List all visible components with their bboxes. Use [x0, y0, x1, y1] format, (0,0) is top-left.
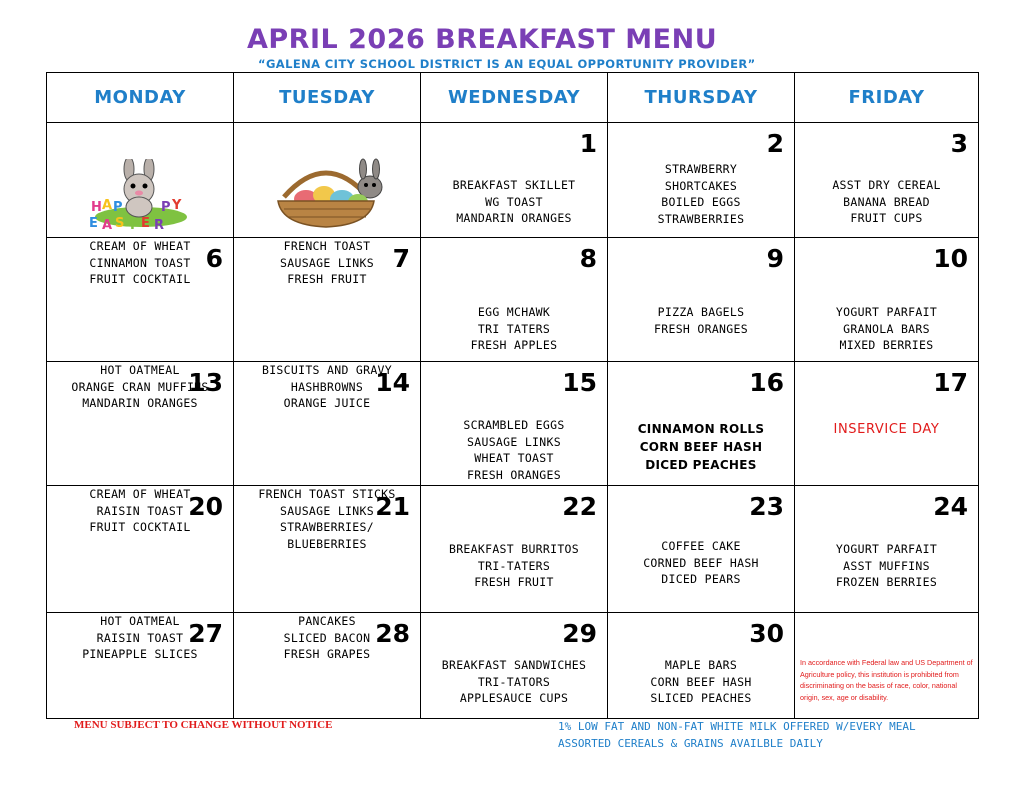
menu-item: YOGURT PARFAIT [835, 542, 938, 556]
menu-calendar [46, 72, 979, 719]
menu-item: CINNAMON ROLLS [637, 422, 765, 436]
menu-item: APPLESAUCE CUPS [459, 691, 569, 705]
menu-item: FRESH ORANGES [654, 321, 748, 336]
menu-items [421, 541, 607, 591]
day-number: 29 [562, 619, 597, 648]
menu-item: HOT OATMEAL [100, 363, 180, 377]
menu-item: CORNED BEEF HASH [643, 555, 759, 570]
svg-text:A: A [102, 198, 113, 213]
happy-easter-bunny-icon [77, 159, 197, 235]
svg-text:A: A [102, 218, 113, 233]
menu-items [795, 422, 978, 439]
day-cell-monday [47, 362, 234, 486]
week-row [47, 362, 979, 486]
menu-item: SLICED PEACHES [650, 691, 752, 705]
menu-item: ORANGE JUICE [283, 396, 371, 410]
menu-item: FRESH GRAPES [283, 647, 371, 661]
day-number: 28 [375, 619, 410, 648]
day-cell-tuesday [234, 486, 421, 613]
day-number: 20 [188, 492, 223, 521]
day-number: 27 [188, 619, 223, 648]
menu-item: STRAWBERRIES/ [280, 520, 374, 534]
menu-item: BREAKFAST BURRITOS [448, 542, 580, 556]
week-row [47, 613, 979, 719]
menu-item: PANCAKES [298, 614, 356, 628]
day-cell-tuesday [234, 238, 421, 362]
menu-item: RAISIN TOAST [96, 503, 184, 518]
menu-item: TRI-TATERS [477, 558, 551, 573]
menu-item: ORANGE CRAN MUFFINS [71, 379, 209, 394]
day-cell-wednesday [421, 238, 608, 362]
menu-item: SAUSAGE LINKS [280, 255, 374, 270]
day-number: 17 [933, 368, 968, 397]
milk-note: 1% LOW FAT AND NON-FAT WHITE MILK OFFERED W/EVERY MEAL [558, 720, 916, 733]
day-number: 9 [766, 244, 784, 273]
menu-change-notice: MENU SUBJECT TO CHANGE WITHOUT NOTICE [74, 719, 333, 731]
menu-item: ASST MUFFINS [843, 558, 930, 573]
day-cell-thursday [608, 238, 795, 362]
menu-items [421, 304, 607, 354]
week-row [47, 486, 979, 613]
day-cell-friday [795, 238, 979, 362]
day-cell-friday [795, 123, 979, 238]
menu-items [795, 541, 978, 591]
day-cell-friday [795, 486, 979, 613]
menu-items [795, 304, 978, 354]
menu-item: BREAKFAST SKILLET [452, 178, 576, 192]
day-cell-wednesday [421, 486, 608, 613]
menu-item: HOT OATMEAL [100, 614, 180, 628]
menu-title: APRIL 2026 BREAKFAST MENU [247, 24, 718, 55]
menu-item: PIZZA BAGELS [657, 305, 745, 319]
header-monday: MONDAY [47, 73, 234, 123]
day-cell-thursday [608, 362, 795, 486]
day-number: 22 [562, 492, 597, 521]
menu-item: FROZEN BERRIES [835, 575, 938, 589]
menu-item: DICED PEACHES [645, 458, 757, 472]
day-cell-tuesday [234, 123, 421, 238]
menu-item: HASHBROWNS [290, 379, 364, 394]
menu-item: TRI TATERS [477, 321, 551, 336]
day-cell-monday [47, 486, 234, 613]
menu-item: FRESH ORANGES [467, 467, 561, 482]
svg-text:E: E [89, 216, 98, 231]
day-number: 8 [579, 244, 597, 273]
svg-text:Y: Y [172, 198, 182, 213]
menu-items [234, 613, 420, 663]
menu-items [608, 304, 794, 337]
menu-items [421, 657, 607, 707]
menu-item: DICED PEARS [661, 572, 741, 586]
menu-item: CREAM OF WHEAT [89, 487, 191, 501]
day-cell-monday [47, 123, 234, 238]
milk-and-cereal-notes [558, 718, 916, 752]
menu-item: FRENCH TOAST STICKS [258, 487, 396, 501]
menu-item: WHEAT TOAST [474, 451, 554, 465]
week-row [47, 123, 979, 238]
menu-items [608, 538, 794, 588]
week-row [47, 238, 979, 362]
menu-items [47, 486, 233, 536]
menu-item: BLUEBERRIES [287, 536, 367, 551]
weekday-header-row [47, 73, 979, 123]
menu-item: SLICED BACON [283, 630, 371, 645]
day-number: 15 [562, 368, 597, 397]
day-cell-wednesday [421, 362, 608, 486]
day-cell-thursday [608, 613, 795, 719]
menu-items [608, 161, 794, 227]
nondiscrimination-statement: In accordance with Federal law and US Department of Agriculture policy, this institution is prohibited from discriminating on the basis of race, color, national origin, sex, age or disability. [800, 658, 973, 702]
day-number: 21 [375, 492, 410, 521]
menu-item: GRANOLA BARS [843, 321, 930, 336]
menu-items [608, 657, 794, 707]
day-cell-wednesday [421, 613, 608, 719]
day-number: 3 [950, 129, 968, 158]
menu-item: FRUIT CUPS [850, 211, 923, 225]
day-number: 2 [766, 129, 784, 158]
menu-item: WG TOAST [485, 194, 543, 209]
menu-item: BISCUITS AND GRAVY [261, 363, 393, 377]
menu-item: BOILED EGGS [661, 195, 741, 209]
menu-items [234, 486, 420, 552]
menu-items [234, 238, 420, 288]
day-number: 24 [933, 492, 968, 521]
menu-item: CORN BEEF HASH [650, 674, 752, 689]
menu-item: CREAM OF WHEAT [89, 239, 191, 253]
svg-text:R: R [154, 218, 165, 233]
menu-items [47, 238, 233, 288]
menu-item: MIXED BERRIES [839, 338, 934, 352]
menu-items [608, 420, 794, 474]
menu-item: FRENCH TOAST [283, 239, 371, 253]
day-number: 23 [749, 492, 784, 521]
menu-items [47, 613, 233, 663]
svg-text:H: H [91, 200, 102, 215]
svg-text:T: T [128, 218, 137, 233]
day-cell-thursday [608, 123, 795, 238]
day-cell-tuesday [234, 613, 421, 719]
menu-items [421, 177, 607, 227]
day-cell-tuesday [234, 362, 421, 486]
menu-item: TRI-TATORS [477, 674, 551, 689]
svg-text:E: E [141, 216, 150, 231]
menu-item: SCRAMBLED EGGS [463, 418, 565, 432]
day-number: 1 [579, 129, 597, 158]
svg-text:P: P [161, 200, 171, 215]
header-wednesday: WEDNESDAY [421, 73, 608, 123]
menu-items [421, 417, 607, 483]
menu-item: CORN BEEF HASH [639, 440, 763, 454]
menu-item: STRAWBERRIES [657, 211, 745, 226]
menu-item: MAPLE BARS [664, 658, 738, 672]
day-number: 7 [392, 244, 410, 273]
menu-item: ASST DRY CEREAL [832, 178, 941, 192]
menu-item: MANDARIN ORANGES [82, 396, 198, 410]
day-number: 13 [188, 368, 223, 397]
day-number: 16 [749, 368, 784, 397]
day-number: 6 [205, 244, 223, 273]
menu-item: STRAWBERRY [664, 162, 738, 176]
menu-item: FRUIT COCKTAIL [89, 272, 191, 286]
menu-item: FRESH APPLES [470, 338, 558, 352]
header-tuesday: TUESDAY [234, 73, 421, 123]
menu-items [234, 362, 420, 412]
menu-item: MANDARIN ORANGES [456, 211, 572, 225]
menu-item: BREAKFAST SANDWICHES [441, 658, 587, 672]
day-number: 30 [749, 619, 784, 648]
menu-item: COFFEE CAKE [661, 539, 741, 553]
day-cell-friday [795, 613, 979, 719]
day-number: 14 [375, 368, 410, 397]
menu-item: YOGURT PARFAIT [835, 305, 938, 319]
menu-items [47, 362, 233, 412]
menu-item: PINEAPPLE SLICES [82, 647, 198, 661]
menu-item: INSERVICE DAY [833, 422, 940, 437]
menu-item: SHORTCAKES [664, 178, 738, 193]
menu-item: FRUIT COCKTAIL [89, 520, 191, 534]
svg-text:S: S [115, 216, 125, 231]
menu-item: FRESH FRUIT [474, 575, 554, 589]
day-cell-thursday [608, 486, 795, 613]
easter-basket-bunny-icon [266, 157, 396, 229]
svg-text:P: P [113, 200, 123, 215]
menu-item: SAUSAGE LINKS [467, 434, 561, 449]
equal-opportunity-subtitle: “GALENA CITY SCHOOL DISTRICT IS AN EQUAL OPPORTUNITY PROVIDER” [258, 57, 756, 71]
menu-item: FRESH FRUIT [287, 272, 367, 286]
day-cell-friday [795, 362, 979, 486]
day-number: 10 [933, 244, 968, 273]
header-friday: FRIDAY [795, 73, 979, 123]
cereal-note: ASSORTED CEREALS & GRAINS AVAILBLE DAILY [558, 737, 823, 750]
menu-item: BANANA BREAD [843, 194, 930, 209]
day-cell-wednesday [421, 123, 608, 238]
header-thursday: THURSDAY [608, 73, 795, 123]
menu-items [795, 177, 978, 227]
menu-item: EGG MCHAWK [477, 305, 551, 319]
menu-item: CINNAMON TOAST [89, 255, 191, 270]
day-cell-monday [47, 613, 234, 719]
menu-item: RAISIN TOAST [96, 630, 184, 645]
day-cell-monday [47, 238, 234, 362]
menu-item: SAUSAGE LINKS [280, 503, 374, 518]
